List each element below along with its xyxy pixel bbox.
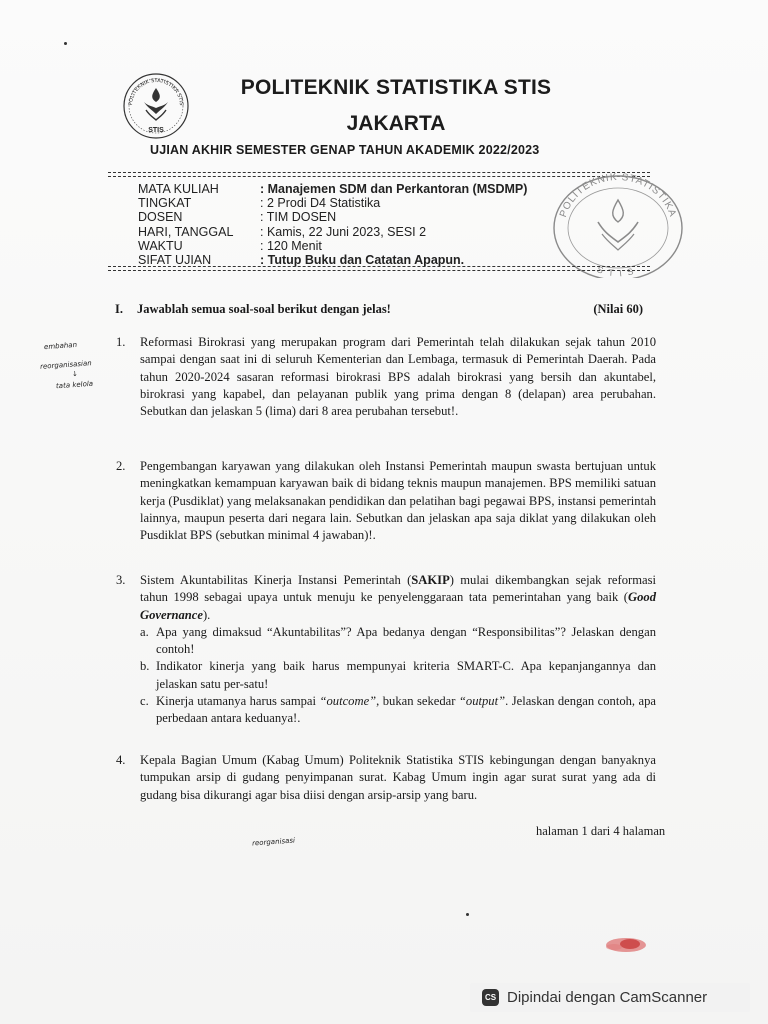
info-row-course (138, 182, 548, 196)
exam-info-block (138, 182, 548, 267)
bottom-divider (108, 266, 650, 271)
section-heading (115, 302, 643, 317)
camscanner-text: Dipindai dengan CamScanner (507, 989, 708, 1006)
info-value: : Tutup Buku dan Catatan Apapun. (260, 252, 465, 267)
scan-speck (466, 913, 469, 916)
sub-question-label: b. (140, 659, 150, 674)
question-number: 4. (116, 753, 126, 767)
info-label: SIFAT UJIAN (138, 252, 212, 267)
section-title: Jawablah semua soal-soal berikut dengan jelas! (137, 302, 391, 316)
question-text-emphasis: SAKIP (411, 573, 450, 587)
handwritten-note: embahan (43, 340, 78, 352)
sub-question-text: Apa yang dimaksud “Akuntabilitas”? Apa bedanya dengan “Responsibilitas”? Jelaskan dengan contoh! (156, 624, 656, 657)
question-text (140, 572, 656, 624)
stamp-top-text: POLITEKNIK STATISTIKA (557, 171, 679, 219)
sub-question-emphasis: “output” (458, 694, 506, 709)
info-value: : Manajemen SDM dan Perkantoran (MSDMP) (260, 182, 528, 196)
sub-question-c (140, 693, 656, 728)
handwritten-note: ↓ (71, 369, 79, 379)
question-text: Reformasi Birokrasi yang merupakan program dari Pemerintah telah dilakukan sejak tahun 2010 sampai dengan saat ini di seluruh Kementerian dan Lembaga, termasuk di Pemerintah Daerah. Pada tahun 2020-2024 sasaran reformasi birokrasi BPS adalah birokrasi yang bersih dan akuntabel, birokrasi yang kapabel, dan pelayanan publik yang prima dengan 8 (delapan) area perubahan. Sebutkan dan jelaskan 5 (lima) dari 8 area perubahan tersebut!. (140, 335, 656, 419)
info-label: MATA KULIAH (138, 182, 219, 196)
info-row-duration (138, 239, 548, 253)
question-text: Pengembangan karyawan yang dilakukan oleh Instansi Pemerintah maupun swasta bertujuan untuk meningkatkan kemampuan karyawan baik di bidang teknis maupun manajemen. BPS memiliki satuan kerja (Pusdiklat) yang melaksanakan pendidikan dan pelatihan bagi pegawai BPS, instansi pemerintah lainnya, maupun peserta dari negara lain. Sebutkan dan jelaskan apa saja diklat yang dilakukan oleh Pusdiklat BPS (sebutkan minimal 4 jawaban)!. (140, 459, 656, 543)
logo-arc-text: POLITEKNIK STATISTIKA STIS (127, 77, 185, 106)
info-row-lecturer (138, 210, 548, 224)
handwritten-note: tata kelola (55, 379, 94, 391)
question-text-part: ) mulai dikembangkan sejak reformasi tahun 1998 sebagai upaya untuk menuju ke penyelenggaraan tata pemerintahan yang baik ( (140, 573, 656, 605)
sub-question-b (140, 658, 656, 693)
sub-question-a (140, 624, 656, 659)
info-label: WAKTU (138, 238, 183, 253)
handwritten-note: reorganisasian (39, 359, 92, 371)
info-value: : 120 Menit (260, 238, 322, 253)
question-number: 2. (116, 459, 126, 473)
question-4 (116, 752, 656, 804)
question-number: 1. (116, 335, 126, 349)
info-label: DOSEN (138, 210, 183, 225)
stis-logo (122, 72, 190, 140)
section-number: I. (115, 302, 123, 316)
info-row-level (138, 196, 548, 210)
info-value: : 2 Prodi D4 Statistika (260, 196, 381, 211)
sub-question-text: . Jelaskan dengan contoh, apa perbedaan antara keduanya!. (156, 694, 656, 726)
ink-smudge (596, 934, 652, 956)
stamp-bottom-text: STIS (595, 264, 641, 278)
exam-heading: UJIAN AKHIR SEMESTER GENAP TAHUN AKADEMIK 2022/2023 (150, 143, 540, 157)
question-3 (116, 572, 656, 728)
question-text-part: Sistem Akuntabilitas Kinerja Instansi Pemerintah ( (140, 573, 412, 587)
info-row-date (138, 225, 548, 239)
camscanner-icon: CS (482, 989, 499, 1006)
handwritten-note: reorganisasi (251, 836, 296, 848)
sub-question-emphasis: “outcome” (319, 694, 377, 709)
sub-question-text: Kinerja utamanya harus sampai (156, 694, 320, 709)
scan-speck (64, 42, 67, 45)
question-number: 3. (116, 573, 126, 587)
section-points: (Nilai 60) (593, 302, 643, 316)
question-text-emphasis: Good Governance (140, 590, 656, 622)
institution-city: JAKARTA (346, 112, 446, 135)
sub-question-label: c. (140, 694, 149, 709)
sub-question-text: , bukan sekedar (376, 694, 459, 709)
camscanner-watermark (470, 983, 750, 1012)
page-indicator: halaman 1 dari 4 halaman (536, 824, 666, 838)
logo-abbr: STIS (148, 127, 164, 134)
sub-question-label: a. (140, 624, 149, 639)
sub-question-text: Indikator kinerja yang baik harus mempunyai kriteria SMART-C. Apa kepanjangannya dan jelaskan satu per-satu! (156, 659, 656, 691)
info-value: : Kamis, 22 Juni 2023, SESI 2 (260, 224, 427, 239)
question-1 (116, 334, 656, 420)
info-label: HARI, TANGGAL (138, 224, 234, 239)
info-value: : TIM DOSEN (260, 210, 337, 225)
info-label: TINGKAT (138, 196, 192, 211)
institution-stamp (548, 166, 688, 278)
institution-title: POLITEKNIK STATISTIKA STIS (240, 76, 552, 99)
svg-text:POLITEKNIK STATISTIKA (558, 172, 678, 219)
info-row-exam-type (138, 253, 548, 267)
question-text: Kepala Bagian Umum (Kabag Umum) Politeknik Statistika STIS kebingungan dengan banyaknya tumpukan arsip di gudang penyimpanan surat. Kabag Umum ingin agar surat surat yang ada di gudang bisa dikurangi agar bisa diisi dengan arsip-arsip yang baru. (140, 753, 656, 802)
question-text-part: ). (202, 607, 211, 622)
question-2 (116, 458, 656, 544)
